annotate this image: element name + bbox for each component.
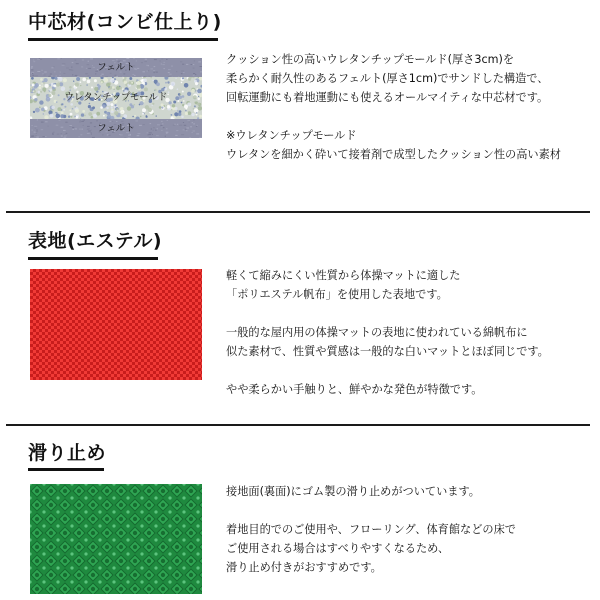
text-line: ご使用される場合はすべりやすくなるため、	[226, 542, 450, 555]
text-line-blank	[226, 107, 594, 126]
urethane-chip-layer	[30, 77, 202, 119]
core-material-description	[226, 50, 594, 164]
text-line: クッション性の高いウレタンチップモールド(厚さ3cm)を	[226, 53, 515, 66]
section-heading-surface: 表地(エステル)	[28, 230, 163, 252]
heading-underline	[28, 468, 104, 471]
felt-layer-top	[30, 58, 202, 77]
urethane-chip-label: ウレタンチップモールド	[64, 92, 168, 103]
text-line: 柔らかく耐久性のあるフェルト(厚さ1cm)でサンドした構造で、	[226, 72, 549, 85]
text-line: ウレタンを細かく砕いて接着剤で成型したクッション性の高い素材	[226, 148, 561, 161]
section-heading-core-material: 中芯材(コンビ仕上り)	[28, 11, 222, 33]
polyester-canvas-swatch	[30, 269, 202, 380]
heading-underline	[28, 38, 218, 41]
weave-texture	[30, 269, 202, 380]
felt-label-bottom: フェルト	[97, 123, 135, 134]
text-line: 着地目的でのご使用や、フローリング、体育館などの床で	[226, 523, 516, 536]
text-line-blank	[226, 304, 594, 323]
section-heading-anti-slip: 滑り止め	[28, 442, 107, 464]
text-line: ※ウレタンチップモールド	[226, 129, 357, 142]
text-line: 軽くて縮みにくい性質から体操マットに適した	[226, 269, 461, 282]
anti-slip-rubber-swatch	[30, 484, 202, 594]
felt-layer-bottom	[30, 119, 202, 138]
text-line-blank	[226, 501, 594, 520]
text-line: 一般的な屋内用の体操マットの表地に使われている綿帆布に	[226, 326, 528, 339]
text-line: 滑り止め付きがおすすめです。	[226, 561, 382, 574]
anti-slip-description	[226, 482, 594, 577]
rubber-grip-texture	[30, 484, 202, 594]
heading-underline	[28, 257, 158, 260]
section-divider	[6, 211, 590, 213]
text-line: 似た素材で、性質や質感は一般的な白いマットとほぼ同じです。	[226, 345, 549, 358]
text-line: やや柔らかい手触りと、鮮やかな発色が特徴です。	[226, 383, 483, 396]
felt-label-top: フェルト	[97, 62, 135, 73]
text-line: 「ポリエステル帆布」を使用した表地です。	[226, 288, 448, 301]
text-line: 接地面(裏面)にゴム製の滑り止めがついています。	[226, 485, 480, 498]
surface-description	[226, 266, 594, 399]
text-line-blank	[226, 361, 594, 380]
text-line: 回転運動にも着地運動にも使えるオールマイティな中芯材です。	[226, 91, 549, 104]
core-material-swatch	[30, 58, 202, 138]
section-divider	[6, 424, 590, 426]
